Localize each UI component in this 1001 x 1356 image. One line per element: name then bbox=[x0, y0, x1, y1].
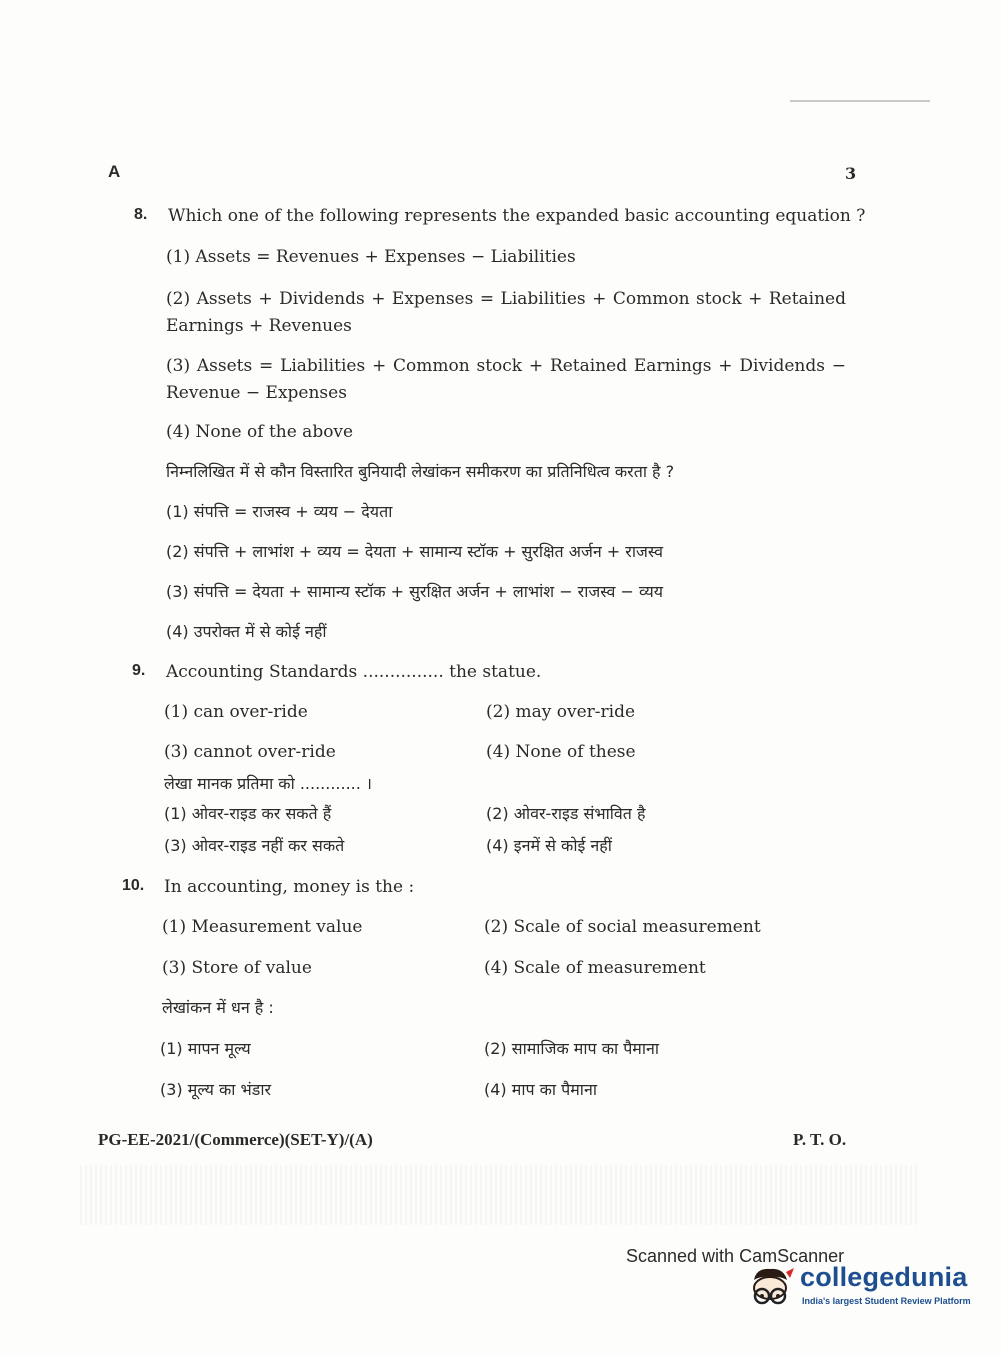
q9-hindi-option-3: (3) ओवर-राइड नहीं कर सकते bbox=[164, 836, 345, 855]
collegedunia-logo bbox=[746, 1260, 976, 1312]
q8-option-2: (2) Assets + Dividends + Expenses = Liabilities + Common stock + Retained Earnings + Revenues bbox=[166, 289, 846, 336]
brand-tagline: India's largest Student Review Platform bbox=[802, 1296, 971, 1306]
q9-option-1: (1) can over-ride bbox=[164, 702, 308, 722]
q9-hindi-option-2: (2) ओवर-राइड संभावित है bbox=[486, 804, 646, 823]
q9-option-3: (3) cannot over-ride bbox=[164, 742, 336, 762]
scan-edge-line bbox=[790, 100, 930, 102]
exam-code: PG-EE-2021/(Commerce)(SET-Y)/(A) bbox=[98, 1130, 373, 1149]
q9-hindi-option-4: (4) इनमें से कोई नहीं bbox=[486, 836, 612, 855]
q8-option-1: (1) Assets = Revenues + Expenses − Liabilities bbox=[166, 247, 576, 267]
q10-number: 10. bbox=[122, 877, 145, 894]
q8-hindi-option-3: (3) संपत्ति = देयता + सामान्य स्टॉक + सुरक्षित अर्जन + लाभांश − राजस्व − व्यय bbox=[166, 582, 663, 601]
q10-hindi-option-3: (3) मूल्य का भंडार bbox=[160, 1080, 272, 1099]
q10-option-1: (1) Measurement value bbox=[162, 917, 363, 937]
q10-text: In accounting, money is the : bbox=[164, 877, 415, 897]
q8-option-3: (3) Assets = Liabilities + Common stock + Retained Earnings + Dividends − Revenue − Expenses bbox=[166, 356, 846, 403]
q8-hindi-option-4: (4) उपरोक्त में से कोई नहीं bbox=[166, 622, 327, 641]
series-label: A bbox=[108, 162, 121, 181]
q9-option-4: (4) None of these bbox=[486, 742, 636, 762]
q9-text: Accounting Standards ............... the statue. bbox=[166, 662, 542, 682]
q8-number: 8. bbox=[134, 206, 148, 223]
q10-hindi-option-2: (2) सामाजिक माप का पैमाना bbox=[484, 1039, 660, 1058]
q9-hindi-text: लेखा मानक प्रतिमा को ............ । bbox=[164, 774, 372, 793]
page-number: 3 bbox=[845, 164, 857, 183]
q10-option-4: (4) Scale of measurement bbox=[484, 958, 706, 978]
q9-number: 9. bbox=[132, 662, 146, 679]
q9-hindi-option-1: (1) ओवर-राइड कर सकते हैं bbox=[164, 804, 332, 823]
q10-option-3: (3) Store of value bbox=[162, 958, 312, 978]
q10-option-2: (2) Scale of social measurement bbox=[484, 917, 761, 937]
q8-hindi-option-2: (2) संपत्ति + लाभांश + व्यय = देयता + सामान्य स्टॉक + सुरक्षित अर्जन + राजस्व bbox=[166, 542, 663, 561]
q10-hindi-text: लेखांकन में धन है : bbox=[162, 998, 274, 1017]
q10-hindi-option-4: (4) माप का पैमाना bbox=[484, 1080, 597, 1099]
scan-noise bbox=[80, 1165, 920, 1225]
mascot-icon bbox=[746, 1266, 796, 1310]
q9-option-2: (2) may over-ride bbox=[486, 702, 636, 722]
camscanner-watermark: Scanned with CamScanner bbox=[626, 1246, 845, 1266]
q8-option-4: (4) None of the above bbox=[166, 422, 354, 442]
q10-hindi-option-1: (1) मापन मूल्य bbox=[160, 1039, 251, 1058]
pto-label: P. T. O. bbox=[793, 1130, 847, 1149]
brand-name: collegedunia bbox=[800, 1262, 968, 1292]
q8-text: Which one of the following represents the expanded basic accounting equation ? bbox=[168, 206, 866, 226]
q8-hindi-option-1: (1) संपत्ति = राजस्व + व्यय − देयता bbox=[166, 502, 393, 521]
q8-hindi-text: निम्नलिखित में से कौन विस्तारित बुनियादी लेखांकन समीकरण का प्रतिनिधित्व करता है ? bbox=[166, 462, 675, 481]
